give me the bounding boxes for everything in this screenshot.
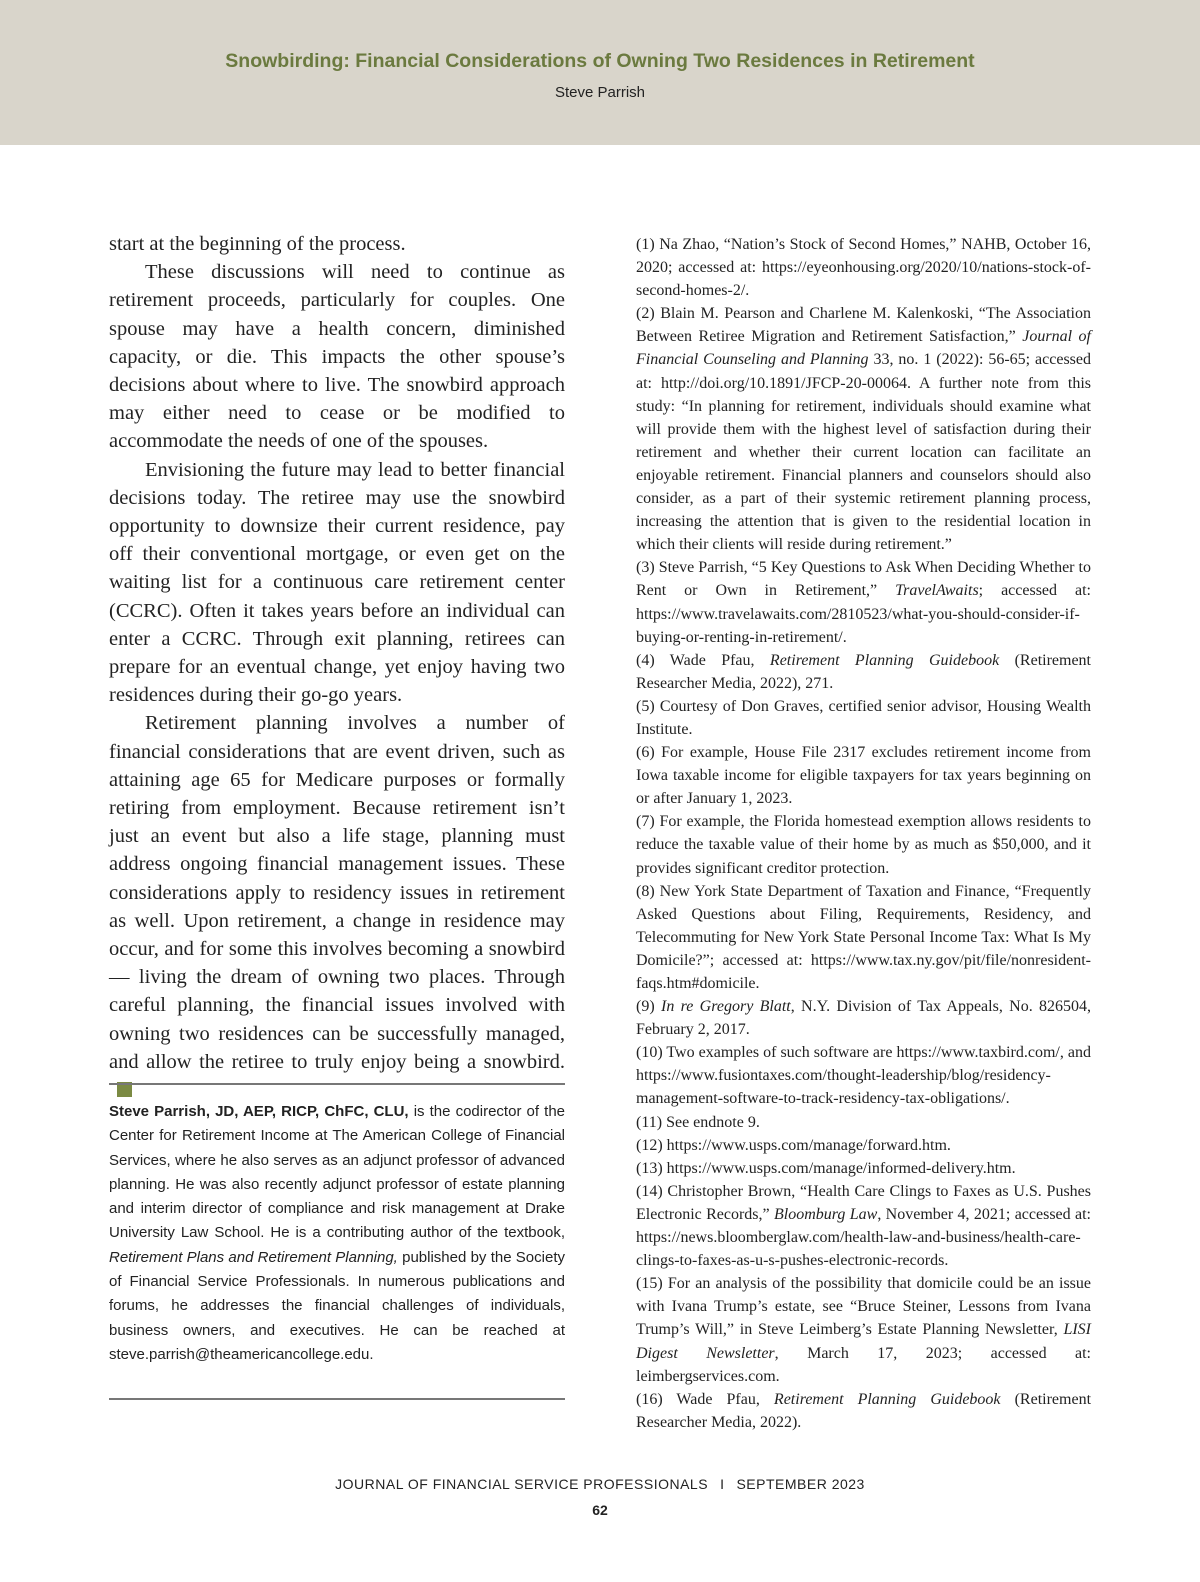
- endnote: (2) Blain M. Pearson and Charlene M. Kalenkoski, “The Association Between Retiree Migration and Retirement Satisfaction,” Journal of Financial Counseling and Planning 33, no. 1 (2022): 56-65; accessed at: http://doi.org/10.1891/JFCP-20-00064. A further note from this study: “In planning for retirement, individuals should examine what will provide them with the highest level of satisfaction during their retirement and whether their current location can facilitate an enjoyable retirement. Financial planners and counselors should also consider, as a part of their systemic retirement planning process, increasing the attention that is given to the residential location in which their clients will reside during retirement.”: [636, 305, 1091, 554]
- endnote: (4) Wade Pfau, Retirement Planning Guidebook (Retirement Researcher Media, 2022), 271.: [636, 651, 1091, 692]
- endnote: (3) Steve Parrish, “5 Key Questions to Ask When Deciding Whether to Rent or Own in Retirement,” TravelAwaits; accessed at: https://www.travelawaits.com/2810523/what-you-should-consider-if-buying-or-renting-in-retirement/.: [636, 559, 1091, 646]
- body-paragraph: start at the beginning of the process.: [109, 233, 406, 255]
- article-title: Snowbirding: Financial Considerations of Owning Two Residences in Retirement: [225, 50, 975, 72]
- page-number: 62: [592, 1502, 608, 1518]
- endnote: (5) Courtesy of Don Graves, certified senior advisor, Housing Wealth Institute.: [636, 697, 1091, 738]
- footer-journal-line: [0, 1476, 1200, 1492]
- footer-separator: I: [720, 1476, 725, 1492]
- endnote: (1) Na Zhao, “Nation’s Stock of Second Homes,” NAHB, October 16, 2020; accessed at: https://eyeonhousing.org/2020/10/nations-stock-of-second-homes-2/.: [636, 236, 1091, 300]
- bio-top-divider: [109, 1083, 565, 1085]
- body-paragraph: These discussions will need to continue as retirement proceeds, particularly for couples. One spouse may have a health concern, diminished capacity, or die. This impacts the other spouse’s decisions about where to live. The snowbird approach may either need to cease or be modified to accommodate the needs of one of the spouses.: [109, 261, 565, 453]
- endnote: (13) https://www.usps.com/manage/informed-delivery.htm.: [636, 1159, 1016, 1177]
- bio-name: Steve Parrish, JD, AEP, RICP, ChFC, CLU,: [109, 1103, 409, 1120]
- journal-name: JOURNAL OF FINANCIAL SERVICE PROFESSIONALS: [335, 1476, 709, 1492]
- endnote: (8) New York State Department of Taxation and Finance, “Frequently Asked Questions about Filing, Requirements, Residency, and Telecommuting for New York State Personal Income Tax: What Is My Domicile?”; accessed at: https://www.tax.ny.gov/pit/file/nonresident-faqs.htm#domicile.: [636, 882, 1091, 992]
- endnote: (6) For example, House File 2317 excludes retirement income from Iowa taxable income for eligible taxpayers for tax years beginning on or after January 1, 2023.: [636, 744, 1091, 808]
- endnote: (9) In re Gregory Blatt, N.Y. Division of Tax Appeals, No. 826504, February 2, 2017.: [636, 998, 1092, 1039]
- bio-bottom-divider: [109, 1398, 565, 1400]
- page-header: [0, 0, 1200, 145]
- bio-text: is the codirector of the Center for Retirement Income at The American College of Financial Services, where he also serves as an adjunct professor of advanced planning. He was also recently adjunct professor of estate planning and interim director of compliance and risk management at Drake University Law School. He is a contributing author of the textbook,: [109, 1103, 566, 1242]
- endnote: (12) https://www.usps.com/manage/forward.htm.: [636, 1136, 951, 1154]
- body-paragraph: [109, 709, 565, 1104]
- body-paragraph-text: Retirement planning involves a number of financial considerations that are event driven, such as attaining age 65 for Medicare purposes or formally retiring from employment. Because retirement isn’t just an event but also a life stage, planning must address ongoing financial management issues. These considerations apply to residency issues in retirement as well. Upon retirement, a change in residence may occur, and for some this involves becoming a snowbird— living the dream of owning two places. Through careful planning, the financial issues involved with owning two residences can be successfully managed, and allow the retiree to truly enjoy being a snowbird.: [109, 712, 565, 1073]
- endnote: (10) Two examples of such software are https://www.taxbird.com/, and https://www.fusiontaxes.com/thought-leadership/blog/residency-management-software-to-track-residency-tax-obligations/.: [636, 1044, 1091, 1108]
- bio-book-title: Retirement Plans and Retirement Planning,: [109, 1248, 398, 1266]
- endnote: (11) See endnote 9.: [636, 1113, 760, 1131]
- body-paragraph: Envisioning the future may lead to better financial decisions today. The retiree may use the snowbird opportunity to downsize their current residence, pay off their conventional mortgage, or even get on the waiting list for a continuous care retirement center (CCRC). Often it takes years before an individual can enter a CCRC. Through exit planning, retirees can prepare for an eventual change, yet enjoy having two residences during their go-go years.: [109, 458, 565, 707]
- author-bio: [109, 1100, 565, 1367]
- bio-text: published by the Society of Financial Service Professionals. In numerous publications and forums, he addresses the financial challenges of individuals, business owners, and executives. He can be reached at steve.parrish@theamericancollege.edu.: [109, 1248, 565, 1363]
- endnote: (7) For example, the Florida homestead exemption allows residents to reduce the taxable value of their home by as much as $50,000, and it provides significant creditor protection.: [636, 813, 1091, 877]
- endnotes-column: [636, 233, 1091, 1434]
- endnote: (15) For an analysis of the possibility that domicile could be an issue with Ivana Trump’s estate, see “Bruce Steiner, Lessons from Ivana Trump’s Will,” in Steve Leimberg’s Estate Planning Newsletter, LISI Digest Newsletter, March 17, 2023; accessed at: leimbergservices.com.: [636, 1275, 1091, 1385]
- main-text-column: [109, 230, 565, 1104]
- journal-issue: SEPTEMBER 2023: [736, 1476, 865, 1492]
- endnote: (14) Christopher Brown, “Health Care Clings to Faxes as U.S. Pushes Electronic Records,” Bloomburg Law, November 4, 2021; accessed at: https://news.bloomberglaw.com/health-law-and-business/health-care-clings-to-faxes-as-u-s-pushes-electronic-records.: [636, 1182, 1091, 1270]
- endnote: (16) Wade Pfau, Retirement Planning Guidebook (Retirement Researcher Media, 2022).: [636, 1390, 1092, 1431]
- article-author: Steve Parrish: [554, 84, 646, 101]
